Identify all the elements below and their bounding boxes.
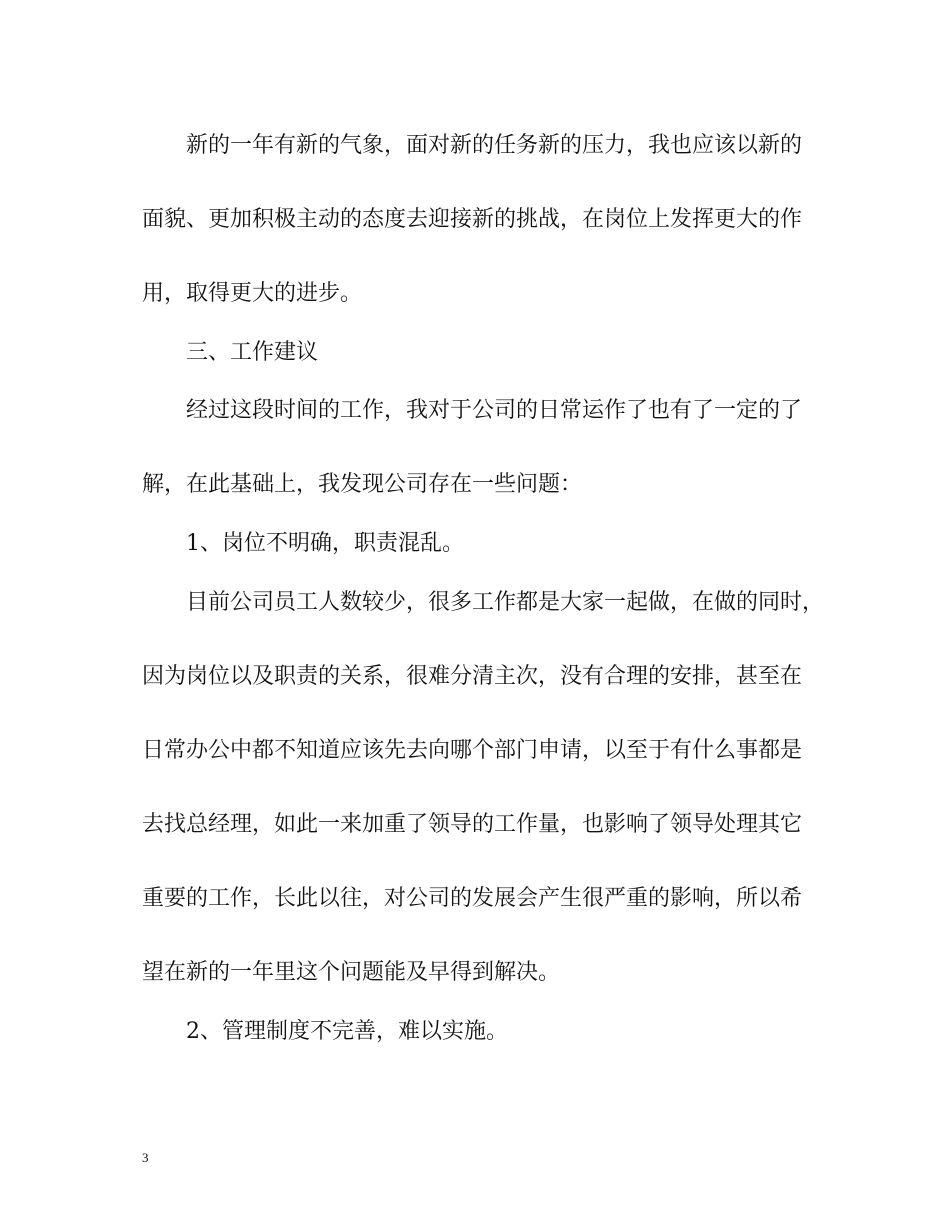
paragraph-line-8: 日常办公中都不知道应该先去向哪个部门申请，以至于有什么事都是 (142, 738, 803, 763)
paragraph-line-11: 望在新的一年里这个问题能及早得到解决。 (142, 960, 561, 985)
paragraph-line-1: 新的一年有新的气象，面对新的任务新的压力，我也应该以新的 (186, 133, 803, 158)
paragraph-line-3: 用，取得更大的进步。 (142, 281, 363, 306)
list-item-1-heading: 1、岗位不明确，职责混乱。 (186, 531, 464, 556)
paragraph-line-4: 经过这段时间的工作，我对于公司的日常运作了也有了一定的了 (186, 398, 803, 423)
paragraph-line-7: 因为岗位以及职责的关系，很难分清主次，没有合理的安排，甚至在 (142, 664, 803, 689)
paragraph-line-5: 解，在此基础上，我发现公司存在一些问题： (142, 472, 583, 497)
list-item-2-heading: 2、管理制度不完善，难以实施。 (186, 1019, 508, 1044)
section-heading: 三、工作建议 (186, 340, 319, 365)
page-number: 3 (142, 1150, 149, 1165)
paragraph-line-10: 重要的工作，长此以往，对公司的发展会产生很严重的影响，所以希 (142, 886, 803, 911)
paragraph-line-2: 面貌、更加积极主动的态度去迎接新的挑战，在岗位上发挥更大的作 (142, 207, 803, 232)
paragraph-line-6: 目前公司员工人数较少，很多工作都是大家一起做，在做的同时， (186, 590, 825, 615)
paragraph-line-9: 去找总经理，如此一来加重了领导的工作量，也影响了领导处理其它 (142, 812, 803, 837)
